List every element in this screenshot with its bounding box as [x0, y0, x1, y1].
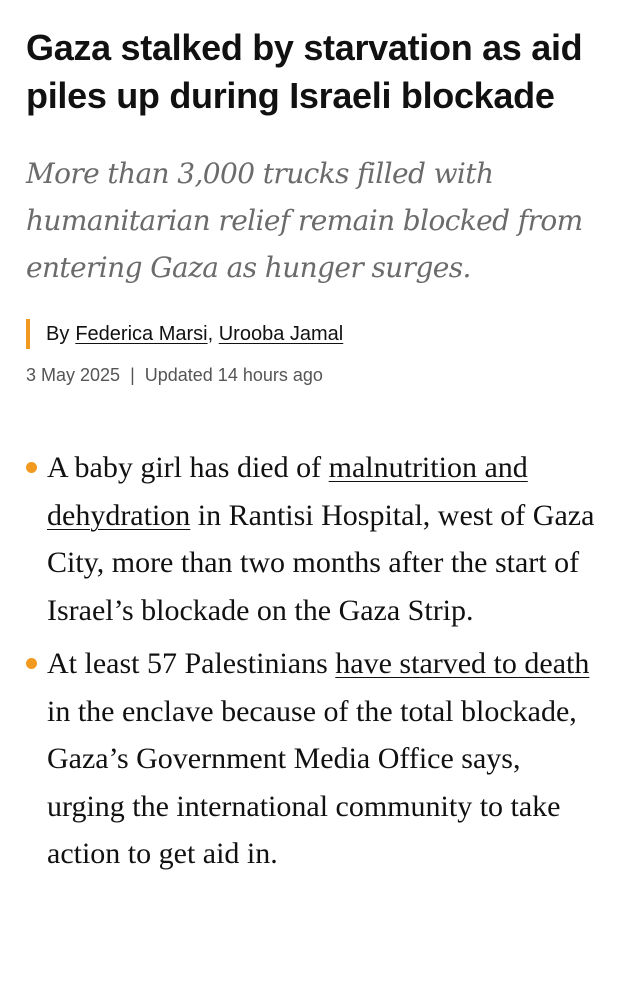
- bullet-dot-icon: [26, 462, 37, 473]
- bullet-dot-icon: [26, 658, 37, 669]
- publish-date: 3 May 2025: [26, 365, 121, 385]
- key-point-item: [26, 444, 603, 634]
- article-subhead: More than 3,000 trucks filled with humanitarian relief remain blocked from entering Gaza as hunger surges.: [26, 157, 583, 284]
- key-points-list: [26, 444, 603, 878]
- author-link-1[interactable]: Federica Marsi: [75, 322, 208, 345]
- key-point-link[interactable]: malnutrition and dehydration: [47, 451, 528, 532]
- key-point-item: [26, 640, 603, 878]
- updated-time: Updated 14 hours ago: [144, 365, 323, 385]
- key-point-text: in Rantisi Hospital, west of Gaza City, more than two months after the start of Israel’s blockade on the Gaza Strip.: [47, 498, 595, 627]
- author-link-2[interactable]: Urooba Jamal: [218, 322, 344, 345]
- byline: [26, 319, 603, 349]
- byline-accent-bar: [26, 319, 30, 349]
- key-point-text: in the enclave because of the total blockade, Gaza’s Government Media Office says, urging the international community to take action to get aid in.: [47, 694, 577, 870]
- key-point-text: At least 57 Palestinians: [47, 647, 336, 680]
- byline-prefix: By: [46, 322, 70, 345]
- byline-separator: ,: [207, 322, 214, 345]
- key-point-text: A baby girl has died of: [47, 451, 329, 484]
- dateline: [26, 365, 603, 386]
- key-point-link[interactable]: have starved to death: [335, 647, 590, 680]
- article-headline: Gaza stalked by starvation as aid piles up during Israeli blockade: [26, 27, 583, 116]
- date-separator: |: [130, 365, 135, 385]
